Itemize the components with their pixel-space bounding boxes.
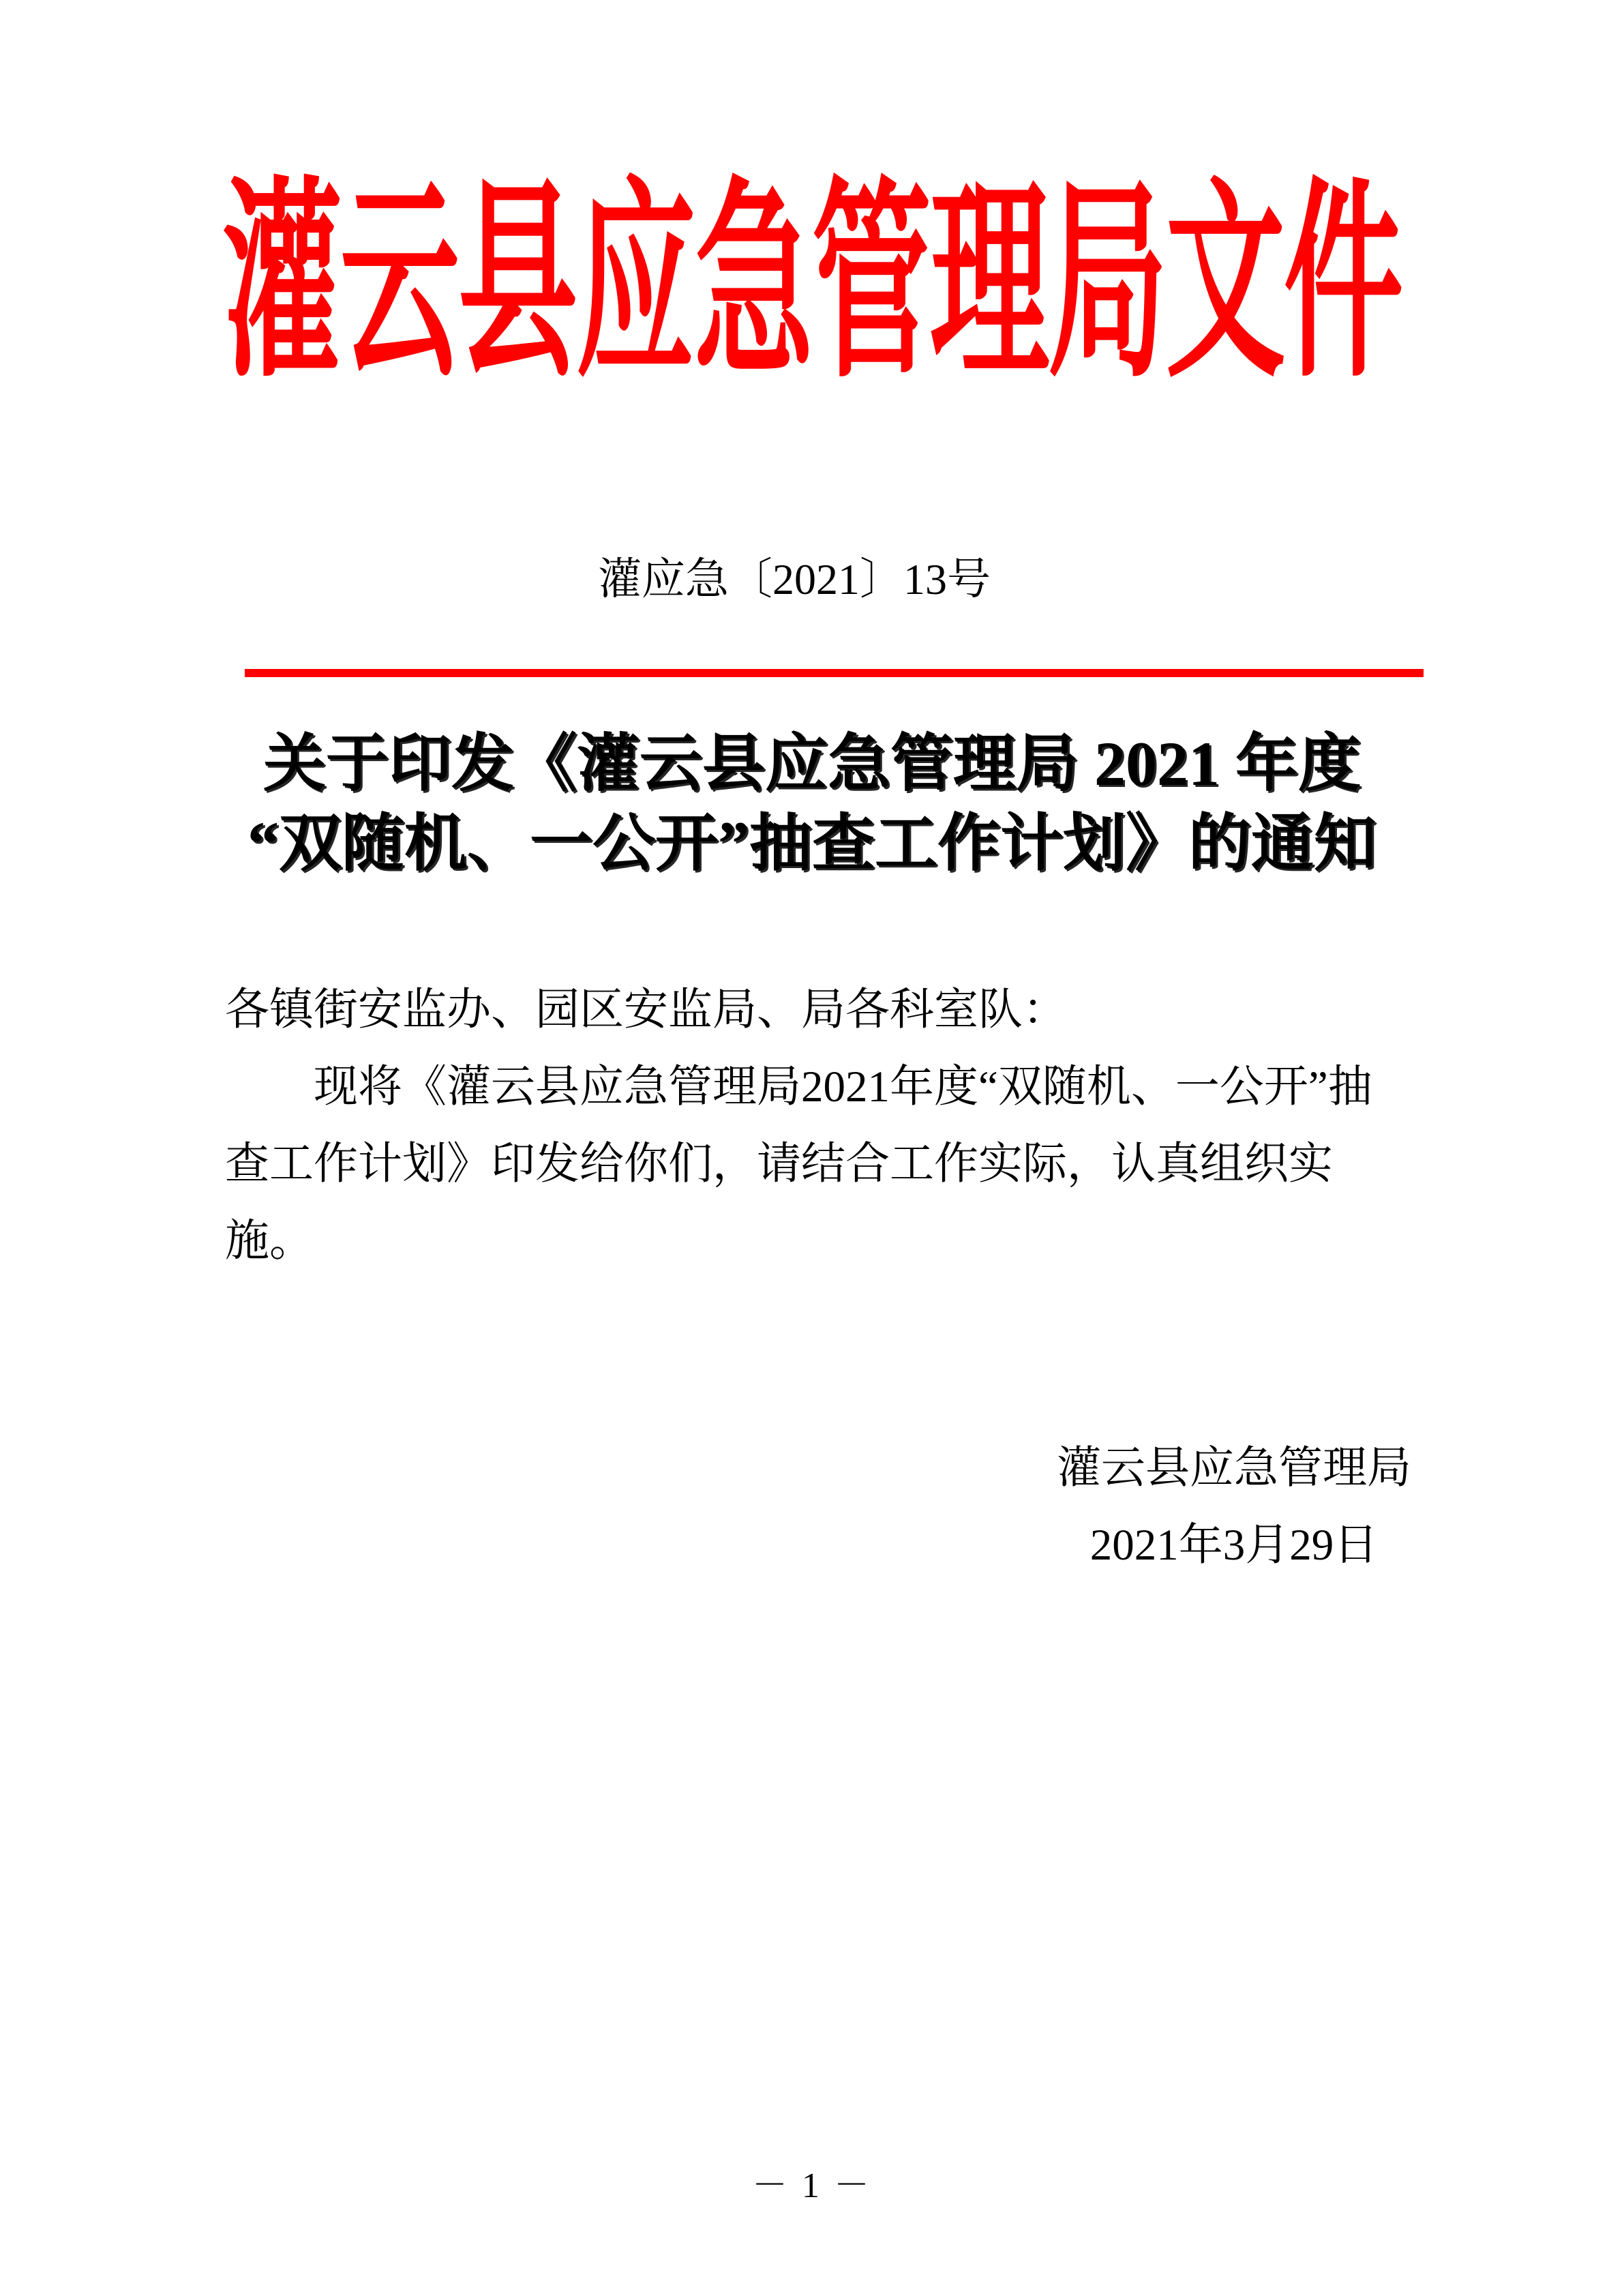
page-number: － 1 － [751, 2166, 872, 2205]
document-title-line2: “双随机、一公开”抽查工作计划》的通知 [247, 809, 1377, 878]
page-footer [0, 2168, 1624, 2204]
body-paragraph: 现将《灌云县应急管理局2021年度“双随机、一公开”抽查工作计划》印发给你们，请结合工作实际，认真组织实施。 [225, 1062, 1372, 1266]
signature-block [975, 1430, 1493, 1584]
doc-number: 灌应急〔2021〕13号 [598, 555, 991, 603]
signature-organization: 灌云县应急管理局 [1056, 1444, 1411, 1493]
signature-date: 2021年3月29日 [1089, 1521, 1379, 1570]
document-title-line1: 关于印发《灌云县应急管理局 2021 年度 [262, 729, 1361, 799]
document-title [0, 724, 1624, 884]
letterhead-divider-rule [245, 669, 1424, 677]
salutation-line: 各镇街安监办、园区安监局、局各科室队： [225, 985, 1068, 1034]
document-body [225, 972, 1415, 1280]
letterhead-title: 灌云县应急管理局文件 [222, 166, 1402, 402]
